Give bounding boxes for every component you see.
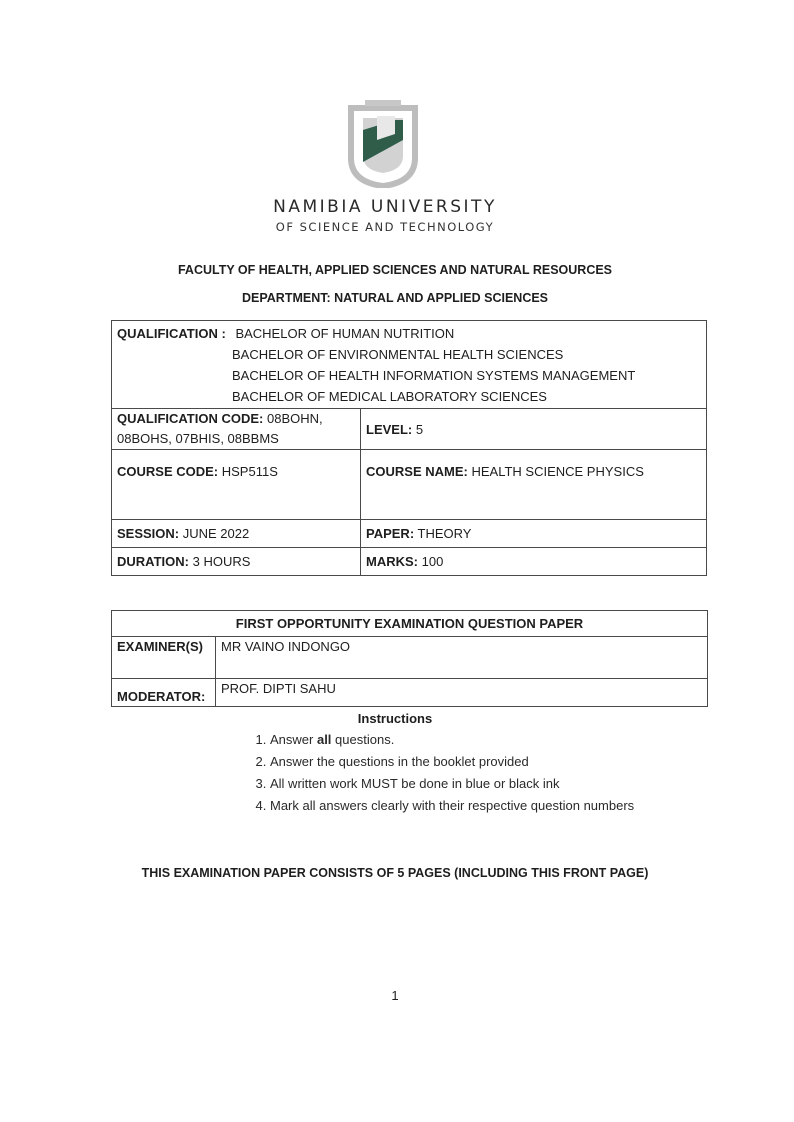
course-code-value: HSP511S xyxy=(221,464,278,479)
exam-title: FIRST OPPORTUNITY EXAMINATION QUESTION PAPER xyxy=(112,611,708,637)
duration-cell xyxy=(112,548,361,576)
duration-label: DURATION: xyxy=(117,554,189,569)
instruction-item: 3. All written work MUST be done in blue or black ink xyxy=(270,773,634,795)
qualification-code-label: QUALIFICATION CODE: xyxy=(117,411,264,426)
page-count-notice: THIS EXAMINATION PAPER CONSISTS OF 5 PAGES (INCLUDING THIS FRONT PAGE) xyxy=(141,866,649,880)
paper-cell xyxy=(361,520,707,548)
qualification-label: QUALIFICATION : xyxy=(117,326,226,341)
examiner-value: MR VAINO INDONGO xyxy=(216,637,708,679)
course-name-cell xyxy=(361,450,707,520)
department-title: DEPARTMENT: NATURAL AND APPLIED SCIENCES xyxy=(241,291,549,305)
qualification-item: BACHELOR OF HEALTH INFORMATION SYSTEMS MANAGEMENT xyxy=(232,368,636,383)
instruction-text: Answer xyxy=(270,732,317,747)
faculty-title: FACULTY OF HEALTH, APPLIED SCIENCES AND NATURAL RESOURCES xyxy=(177,263,613,277)
course-name-value: HEALTH SCIENCE PHYSICS xyxy=(471,464,644,479)
course-details-table xyxy=(111,320,707,576)
university-logo xyxy=(343,100,423,188)
qualification-item: BACHELOR OF HUMAN NUTRITION xyxy=(235,326,455,341)
qualification-cell xyxy=(112,321,707,409)
course-name-label: COURSE NAME: xyxy=(366,464,468,479)
instruction-item xyxy=(270,729,634,751)
level-cell xyxy=(361,409,707,450)
university-name: NAMIBIA UNIVERSITY xyxy=(273,197,497,217)
course-code-cell xyxy=(112,450,361,520)
level-value: 5 xyxy=(415,421,424,437)
qualification-item: BACHELOR OF MEDICAL LABORATORY SCIENCES xyxy=(232,389,547,404)
session-value: JUNE 2022 xyxy=(182,526,250,541)
paper-label: PAPER: xyxy=(366,526,415,541)
moderator-value: PROF. DIPTI SAHU xyxy=(216,679,708,707)
session-cell xyxy=(112,520,361,548)
university-subtitle: OF SCIENCE AND TECHNOLOGY xyxy=(275,220,495,234)
session-label: SESSION: xyxy=(117,526,180,541)
qualification-code-cell xyxy=(112,409,361,450)
course-code-label: COURSE CODE: xyxy=(117,464,219,479)
paper-value: THEORY xyxy=(417,526,472,541)
marks-value: 100 xyxy=(421,554,444,569)
instruction-item: 4. Mark all answers clearly with their respective question numbers xyxy=(270,795,634,817)
qualification-item: BACHELOR OF ENVIRONMENTAL HEALTH SCIENCES xyxy=(232,347,564,362)
instruction-emphasis: all xyxy=(316,732,332,747)
examiner-table xyxy=(111,610,708,707)
moderator-label: MODERATOR: xyxy=(112,679,216,707)
instructions-title: Instructions xyxy=(357,711,433,726)
qualification-code-value-2: 08BOHS, 07BHIS, 08BBMS xyxy=(117,431,279,446)
duration-value: 3 HOURS xyxy=(192,554,251,569)
examiner-label: EXAMINER(S) xyxy=(112,637,216,679)
qualification-code-value: 08BOHN, xyxy=(266,411,323,426)
page-number: 1 xyxy=(391,988,399,1003)
instruction-text: questions. xyxy=(331,732,395,747)
marks-cell xyxy=(361,548,707,576)
marks-label: MARKS: xyxy=(366,554,418,569)
instructions-list xyxy=(250,729,634,817)
instruction-item: 2. Answer the questions in the booklet provided xyxy=(270,751,634,773)
level-label: LEVEL: xyxy=(366,421,413,437)
